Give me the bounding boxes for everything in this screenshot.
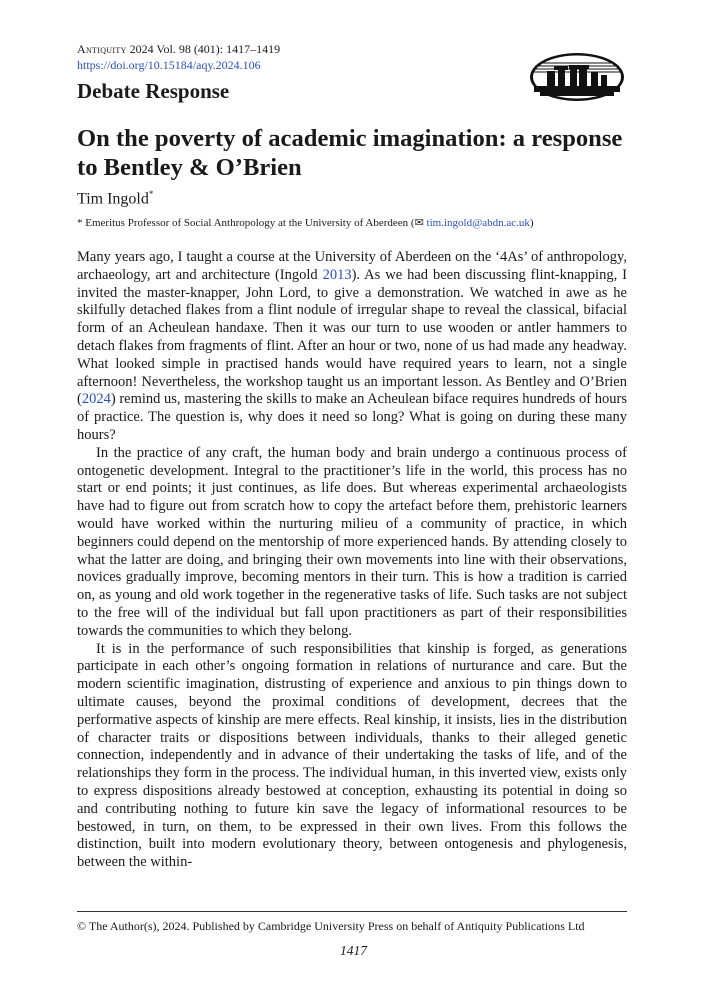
author-name: [77, 184, 153, 209]
footer-divider: [77, 911, 627, 912]
article-title: On the poverty of academic imagination: a response to Bentley & O’Brien: [77, 125, 623, 181]
paragraph-1-text-c: ) remind us, mastering the skills to make an Acheulean biface requires hundreds of hours of practice. The question is, why does it need so long? What is going on during these many hours?: [77, 391, 627, 443]
volume-info: 2024 Vol. 98 (401): 1417–1419: [129, 42, 281, 56]
affiliation-mark: *: [77, 217, 83, 229]
author-footnote-mark: *: [148, 189, 154, 199]
page-number: 1417: [340, 943, 367, 958]
paragraph-2: In the practice of any craft, the human body and brain undergo a continuous process of ontogenetic development. Integral to the practitioner’s life in the world, this process has no start or end points; it just continues, as life does. But whereas experimental archaeologists have had to figure out from scratch how to copy the artefact before them, prehistoric learners would have worked within the nurturing milieu of a community of practice, in which beginners could depend on the mentorship of more experienced hands. By attending closely to what the latter are doing, and bringing their own movements into line with their observations, novices gradually improve, becoming mentors in their turn. This is how a tradition is carried on, as young and old work together in the regenerative tasks of life. Such tasks are not subject to the free will of the individual but fall upon practitioners as part of their responsibilities towards the communities to which they belong.: [77, 444, 627, 639]
paragraph-1: [77, 249, 627, 445]
article-body: [77, 249, 627, 872]
journal-name: Antiquity: [77, 42, 127, 56]
stonehenge-logo-icon: [529, 52, 625, 102]
citation-link-2013[interactable]: 2013: [322, 266, 352, 283]
paragraph-1-text-a: Many years ago, I taught a course at the University of Aberdeen on the ‘4As’ of anthropology, archaeology, art and architecture (Ingold: [77, 249, 627, 283]
affiliation-close: ): [529, 217, 534, 229]
paragraph-1-text-b: ). As we had been discussing flint-knapping, I invited the master-knapper, John Lord, to give a demonstration. We watched in awe as he skilfully detached flakes from a flint nodule of irregular shape to reveal the classical, bifacial form of an Acheulean handaxe. Then it was our turn to use wooden or antler hammers to detach flakes from fragments of flint. After an hour or two, none of us had made any headway. What looked simple in practised hands would have required years to learn, not a single afternoon! Nevertheless, the workshop taught us an important lesson. As Bentley and O’Brien (: [77, 266, 627, 408]
paragraph-3: It is in the performance of such responsibilities that kinship is forged, as generations participate in each other’s ongoing formation in relations of nurturance and care. But the modern scientific imagination, distrusting of experience and anxious to pin things down to ultimate causes, beyond the proximal conditions of development, decrees that the performative aspects of kinship are mere effects. Real kinship, it insists, lies in the distribution of character traits or dispositions between individuals, thanks to their alleged genetic connection, independently and in advance of their undertaking the tasks of life, and of the relationships they form in the process. The individual human, in this inverted view, exists only to express dispositions already bestowed at conception, exhausting its potential in doing so and contributing nothing to future kin save the legacy of informational resources to be bestowed, in turn, on them, to be expressed in their own lives. From this follows the distinction, built into modern evolutionary theory, between ontogenesis and phylogenesis, between the within-: [77, 640, 627, 871]
affiliation-note: [77, 216, 534, 230]
author-text: Tim Ingold: [77, 190, 149, 208]
copyright-notice: © The Author(s), 2024. Published by Cambridge University Press on behalf of Antiquity Publications Ltd: [77, 919, 585, 933]
section-heading: Debate Response: [77, 79, 230, 103]
citation-link-2024[interactable]: 2024: [81, 391, 111, 408]
envelope-icon: ✉: [414, 217, 424, 229]
doi-link[interactable]: https://doi.org/10.15184/aqy.2024.106: [77, 58, 261, 72]
journal-citation: [77, 42, 280, 57]
email-link[interactable]: tim.ingold@abdn.ac.uk: [426, 217, 530, 229]
affiliation-text: Emeritus Professor of Social Anthropology at the University of Aberdeen (: [85, 217, 415, 229]
